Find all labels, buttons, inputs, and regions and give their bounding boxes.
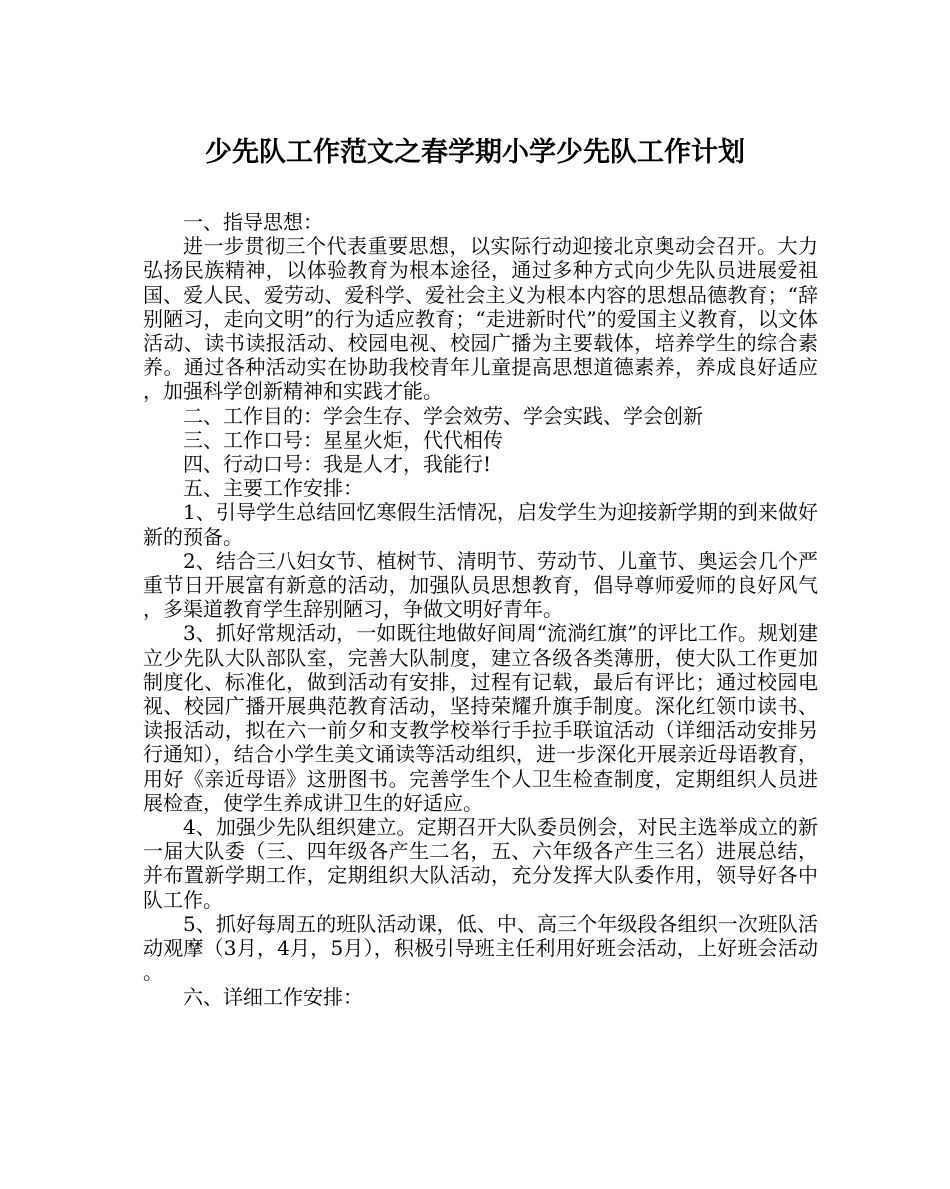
section-work-goals: 二、工作目的：学会生存、学会效劳、学会实践、学会创新 xyxy=(183,403,703,428)
section-action-slogan: 四、行动口号：我是人才，我能行! xyxy=(183,452,492,477)
section-work-slogan: 三、工作口号：星星火炬，代代相传 xyxy=(183,427,503,452)
list-item-arrangement-1: 1、引导学生总结回忆寒假生活情况，启发学生为迎接新学期的到来做好新的预备。 xyxy=(143,500,818,549)
section-heading-guiding-ideology: 一、指导思想： xyxy=(183,210,323,234)
list-item-arrangement-2: 2、结合三八妇女节、植树节、清明节、劳动节、儿童节、奥运会几个严重节日开展富有新意的活动，加强队员思想教育，倡导尊师爱师的良好风气，多渠道教育学生辞别陋习，争做文明好青年。 xyxy=(143,548,818,622)
list-item-arrangement-5: 5、抓好每周五的班队活动课，低、中、高三个年级段各组织一次班队活动观摩（3月，4月，5月），积极引导班主任利用好班会活动，上好班会活动。 xyxy=(143,911,818,985)
list-item-arrangement-3: 3、抓好常规活动，一如既往地做好间周“流淌红旗”的评比工作。规划建立少先队大队部队室，完善大队制度，建立各级各类薄册，使大队工作更加制度化、标准化，做到活动有安排，过程有记载，最后有评比；通过校园电视、校园广播开展典范教育活动，坚持荣耀升旗手制度。深化红领巾读书、读报活动，拟在六一前夕和支教学校举行手拉手联谊活动（详细活动安排另行通知），结合小学生美文诵读等活动组织，进一步深化开展亲近母语教育，用好《亲近母语》这册图书。完善学生个人卫生检查制度，定期组织人员进展检查，使学生养成讲卫生的好适应。 xyxy=(143,621,818,815)
section-heading-detailed-schedule: 六、详细工作安排： xyxy=(183,984,363,1009)
document-body xyxy=(143,210,818,1009)
list-item-arrangement-4: 4、加强少先队组织建立。定期召开大队委员例会，对民主选举成立的新一届大队委（三、四年级各产生二名，五、六年级各产生三名）进展总结，并布置新学期工作，定期组织大队活动，充分发挥大队委作用，领导好各中队工作。 xyxy=(143,815,818,912)
paragraph-guiding-ideology: 进一步贯彻三个代表重要思想，以实际行动迎接北京奥动会召开。大力弘扬民族精神，以体验教育为根本途径，通过多种方式向少先队员进展爱祖国、爱人民、爱劳动、爱科学、爱社会主义为根本内容的思想品德教育；“辞别陋习，走向文明”的行为适应教育；“走进新时代”的爱国主义教育，以文体活动、读书读报活动、校园电视、校园广播为主要载体，培养学生的综合素养。通过各种活动实在协助我校青年儿童提高思想道德素养，养成良好适应，加强科学创新精神和实践才能。 xyxy=(143,234,818,404)
document-title: 少先队工作范文之春学期小学少先队工作计划 xyxy=(205,137,745,168)
section-heading-main-arrangements: 五、主要工作安排： xyxy=(183,476,363,501)
